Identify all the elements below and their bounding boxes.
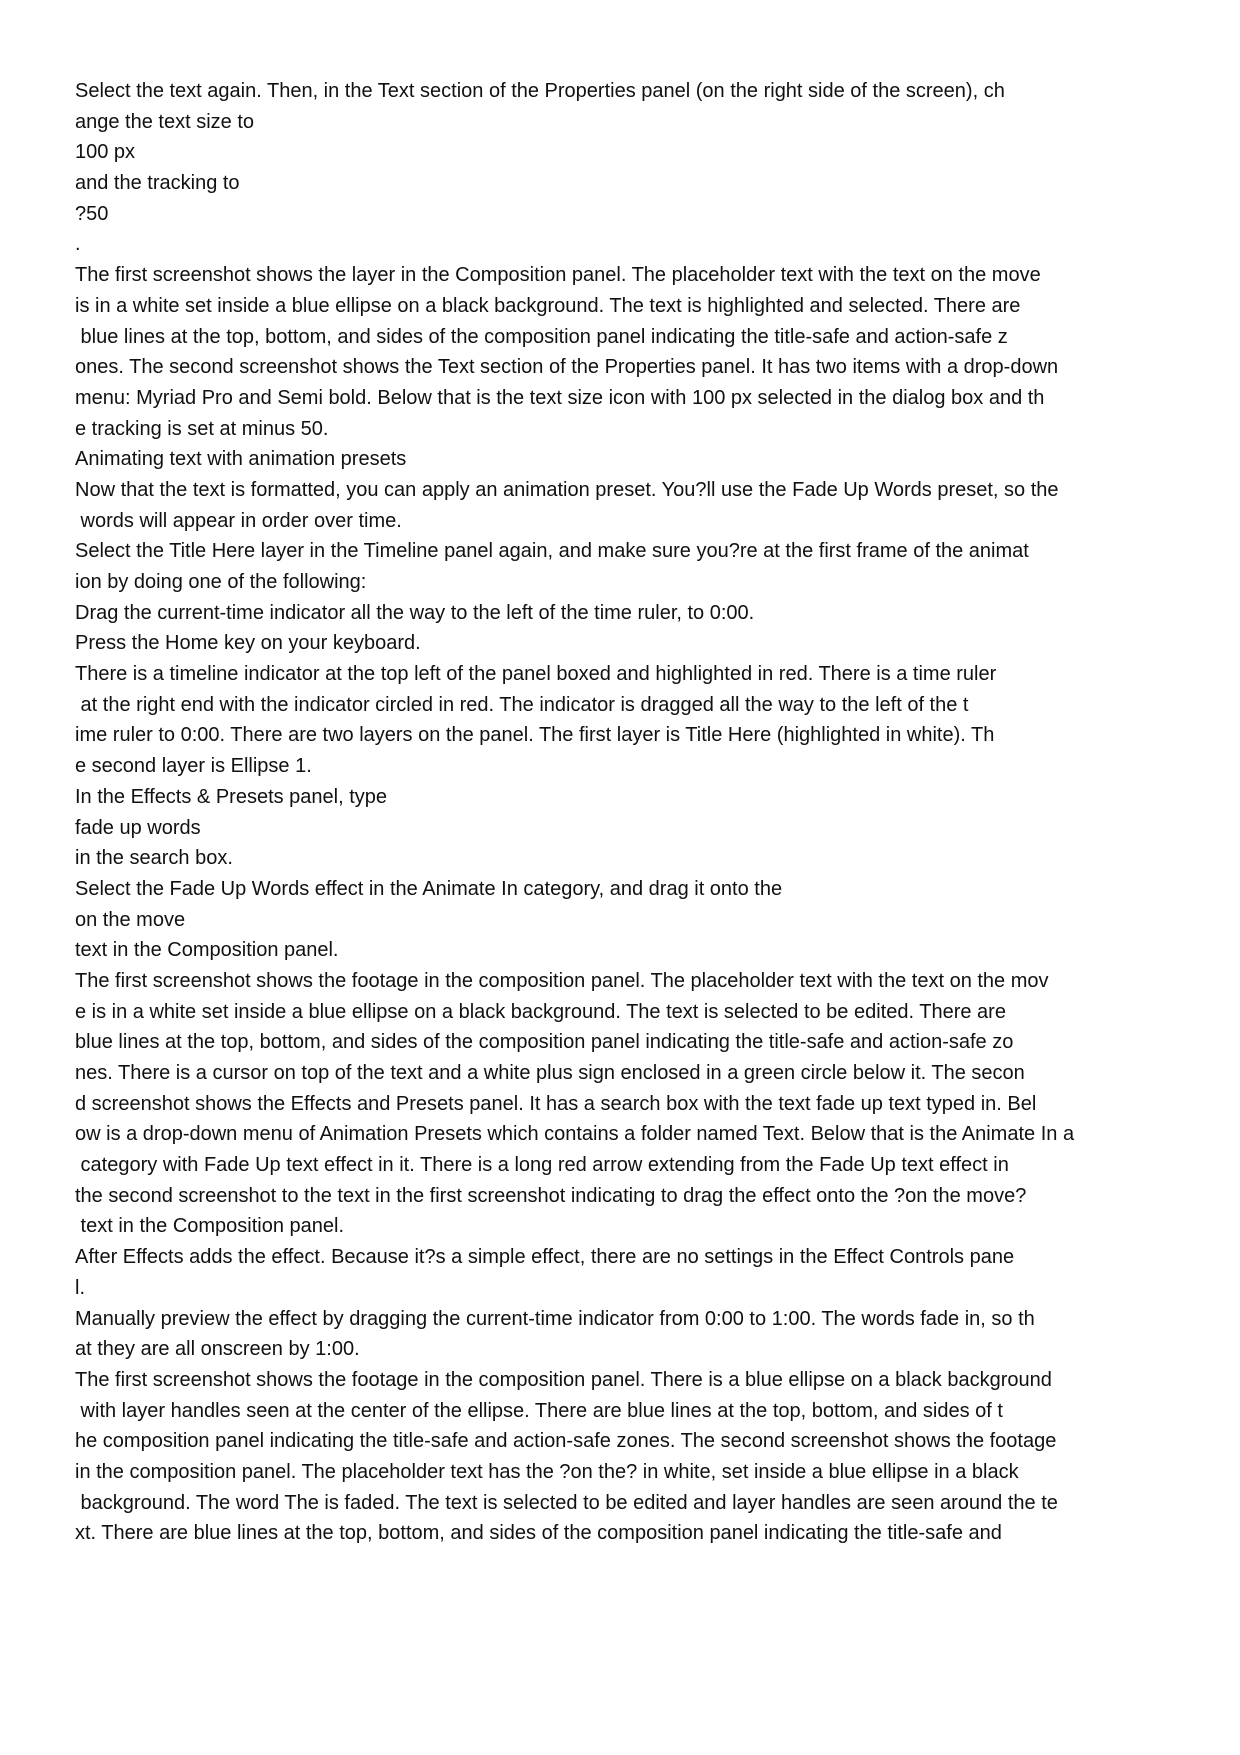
text-line: In the Effects & Presets panel, type bbox=[75, 785, 388, 808]
text-line: ones. The second screenshot shows the Text section of the Properties panel. It has two items with a drop-down bbox=[75, 356, 1059, 379]
text-line: ?50 bbox=[75, 202, 109, 225]
text-line: e second layer is Ellipse 1. bbox=[75, 755, 312, 778]
text-line: e is in a white set inside a blue ellipse on a black background. The text is selected to be edited. There are bbox=[75, 1000, 1006, 1023]
text-line: ime ruler to 0:00. There are two layers on the panel. The first layer is Title Here (highlighted in white). Th bbox=[75, 724, 995, 747]
text-line: . bbox=[75, 233, 81, 256]
text-line: on the move bbox=[75, 908, 186, 931]
text-line: menu: Myriad Pro and Semi bold. Below that is the text size icon with 100 px selected in the dialog box and th bbox=[75, 386, 1045, 409]
text-line: Animating text with animation presets bbox=[75, 448, 407, 471]
text-line: d screenshot shows the Effects and Presets panel. It has a search box with the text fade up text typed in. Bel bbox=[75, 1092, 1037, 1115]
document-body bbox=[75, 76, 1195, 1549]
text-line: ow is a drop-down menu of Animation Presets which contains a folder named Text. Below that is the Animate In a bbox=[75, 1123, 1075, 1146]
text-line: Now that the text is formatted, you can apply an animation preset. You?ll use the Fade Up Words preset, so the bbox=[75, 478, 1059, 501]
text-line: background. The word The is faded. The text is selected to be edited and layer handles are seen around the te bbox=[75, 1491, 1058, 1514]
text-line: in the composition panel. The placeholder text has the ?on the? in white, set inside a blue ellipse in a black bbox=[75, 1460, 1019, 1483]
text-line: xt. There are blue lines at the top, bottom, and sides of the composition panel indicating the title-safe and bbox=[75, 1522, 1002, 1545]
text-line: The first screenshot shows the footage in the composition panel. The placeholder text with the text on the mov bbox=[75, 969, 1049, 992]
text-line: fade up words bbox=[75, 816, 201, 839]
text-line: the second screenshot to the text in the first screenshot indicating to drag the effect onto the ?on the move? bbox=[75, 1184, 1027, 1207]
text-line: l. bbox=[75, 1276, 85, 1299]
text-line: Press the Home key on your keyboard. bbox=[75, 632, 421, 655]
text-line: ange the text size to bbox=[75, 110, 255, 133]
text-line: e tracking is set at minus 50. bbox=[75, 417, 329, 440]
text-line: Select the Fade Up Words effect in the Animate In category, and drag it onto the bbox=[75, 877, 783, 900]
text-line: Select the Title Here layer in the Timeline panel again, and make sure you?re at the first frame of the animat bbox=[75, 540, 1029, 563]
text-line: at they are all onscreen by 1:00. bbox=[75, 1338, 360, 1361]
text-line: ion by doing one of the following: bbox=[75, 571, 367, 593]
text-line: Select the text again. Then, in the Text section of the Properties panel (on the right side of the screen), ch bbox=[75, 80, 1005, 102]
text-line: nes. There is a cursor on top of the text and a white plus sign enclosed in a green circle below it. The secon bbox=[75, 1062, 1025, 1084]
text-line: words will appear in order over time. bbox=[75, 509, 402, 532]
text-line: After Effects adds the effect. Because it?s a simple effect, there are no settings in the Effect Controls pane bbox=[75, 1246, 1015, 1269]
text-line: text in the Composition panel. bbox=[75, 1215, 345, 1238]
text-line: at the right end with the indicator circled in red. The indicator is dragged all the way to the left of the t bbox=[75, 693, 969, 716]
text-line: blue lines at the top, bottom, and sides of the composition panel indicating the title-safe and action-safe zo bbox=[75, 1031, 1014, 1054]
text-line: category with Fade Up text effect in it. There is a long red arrow extending from the Fade Up text effect in bbox=[75, 1154, 1009, 1177]
text-line: text in the Composition panel. bbox=[75, 939, 339, 962]
text-line: is in a white set inside a blue ellipse on a black background. The text is highlighted and selected. There are bbox=[75, 294, 1021, 317]
text-line: and the tracking to bbox=[75, 172, 240, 195]
text-line: Manually preview the effect by dragging the current-time indicator from 0:00 to 1:00. The words fade in, so th bbox=[75, 1307, 1035, 1330]
text-line: in the search box. bbox=[75, 847, 233, 870]
text-line: There is a timeline indicator at the top left of the panel boxed and highlighted in red. There is a time ruler bbox=[75, 663, 997, 686]
text-line: he composition panel indicating the title-safe and action-safe zones. The second screenshot shows the footage bbox=[75, 1430, 1057, 1453]
text-line: with layer handles seen at the center of the ellipse. There are blue lines at the top, bottom, and sides of t bbox=[75, 1399, 1003, 1422]
text-line: The first screenshot shows the layer in the Composition panel. The placeholder text with the text on the move bbox=[75, 264, 1041, 287]
text-line: blue lines at the top, bottom, and sides of the composition panel indicating the title-safe and action-safe z bbox=[75, 325, 1008, 348]
text-line: The first screenshot shows the footage in the composition panel. There is a blue ellipse on a black background bbox=[75, 1368, 1052, 1391]
text-line: 100 px bbox=[75, 141, 136, 164]
text-line: Drag the current-time indicator all the way to the left of the time ruler, to 0:00. bbox=[75, 601, 755, 624]
